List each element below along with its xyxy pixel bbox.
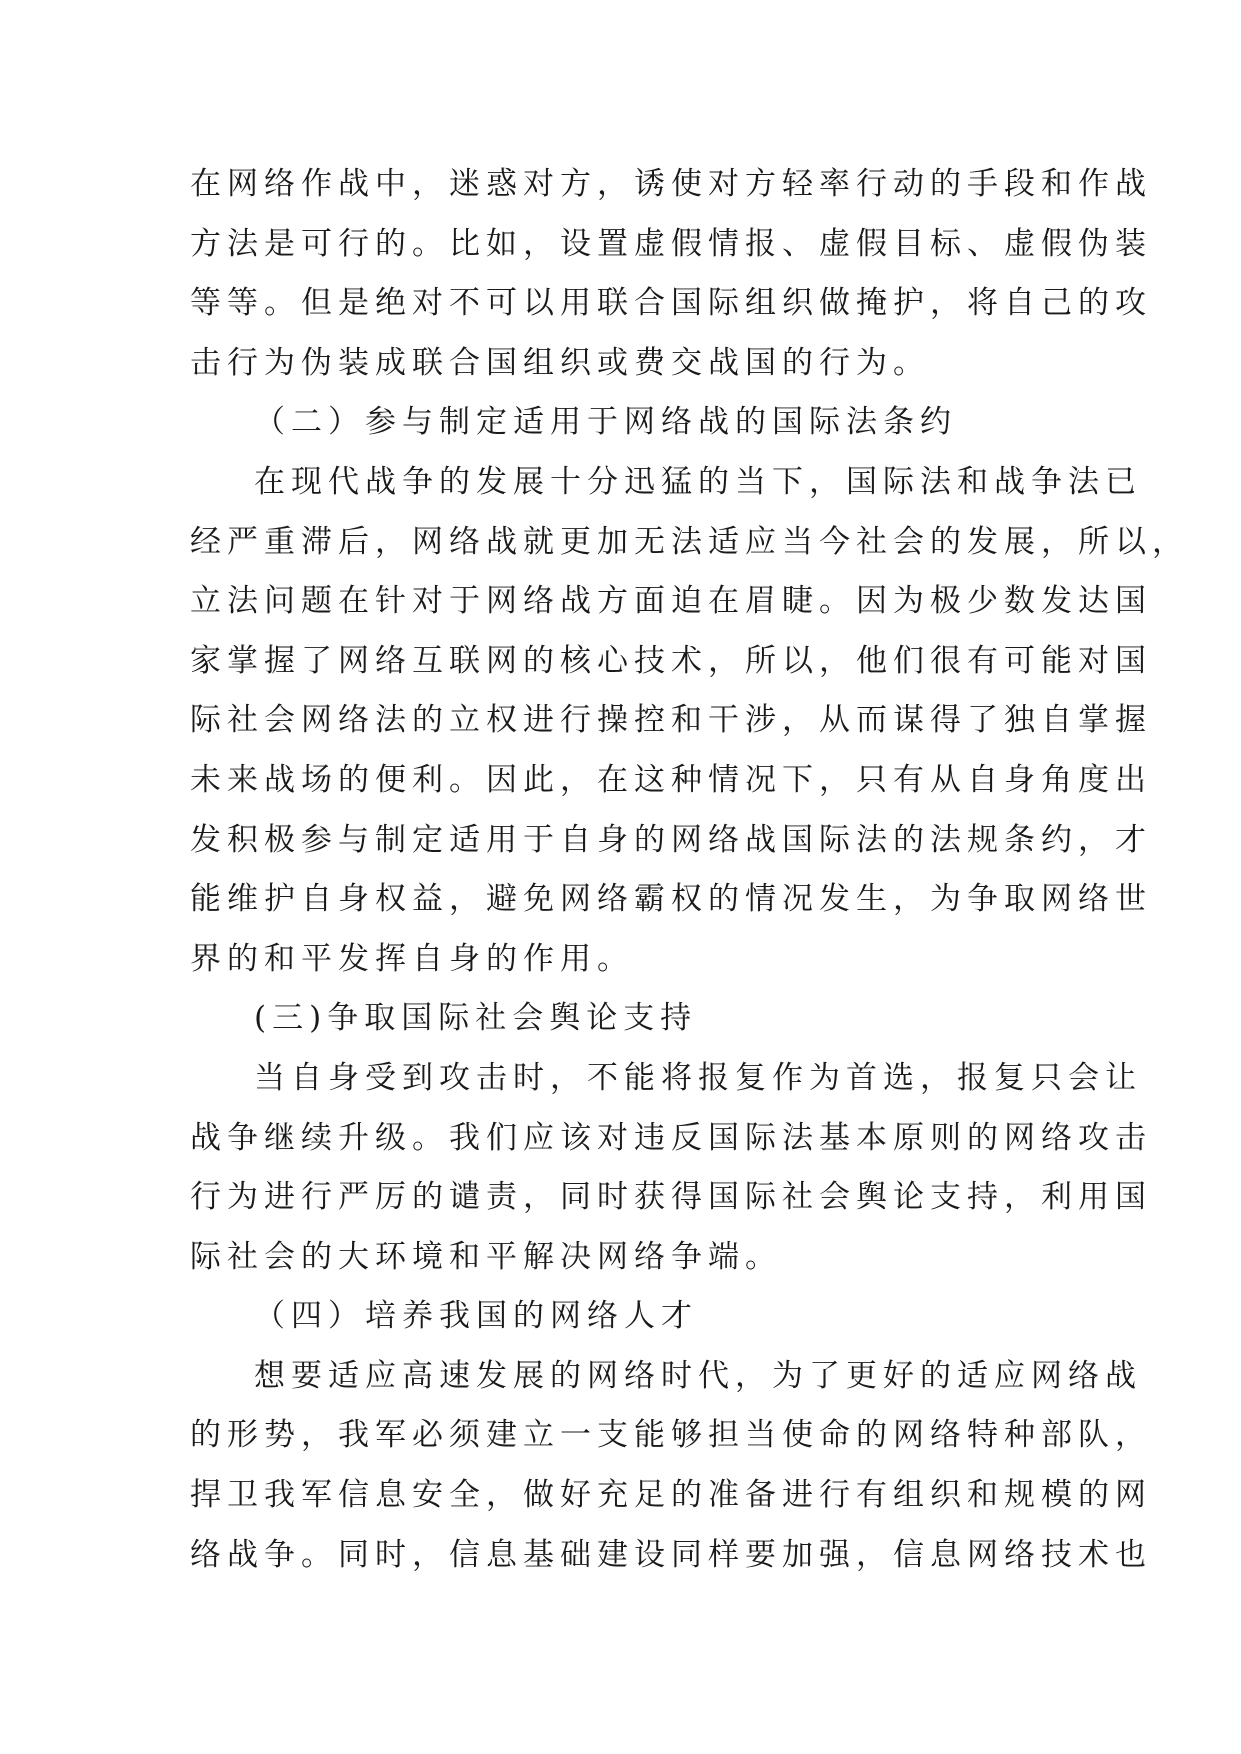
section-heading: （二）参与制定适用于网络战的国际法条约: [254, 404, 957, 441]
text-line: 等等。但是绝对不可以用联合国际组织做掩护，将自己的攻: [190, 285, 1152, 322]
text-line: 方法是可行的。比如，设置虚假情报、虚假目标、虚假伪装: [190, 225, 1152, 262]
text-line: 想要适应高速发展的网络时代，为了更好的适应网络战: [254, 1357, 1142, 1394]
text-line: 立法问题在针对于网络战方面迫在眉睫。因为极少数发达国: [190, 583, 1152, 620]
text-line: 行为进行严厉的谴责，同时获得国际社会舆论支持，利用国: [190, 1179, 1152, 1216]
text-line: 击行为伪装成联合国组织或费交战国的行为。: [190, 344, 930, 381]
text-line: 界的和平发挥自身的作用。: [190, 940, 634, 977]
text-line: 在现代战争的发展十分迅猛的当下，国际法和战争法已: [254, 463, 1142, 500]
text-line: 未来战场的便利。因此，在这种情况下，只有从自身角度出: [190, 761, 1152, 798]
text-line: 的形势，我军必须建立一支能够担当使命的网络特种部队，: [190, 1417, 1152, 1454]
document-body: [190, 155, 1189, 1585]
text-line: 当自身受到攻击时，不能将报复作为首选，报复只会让: [254, 1059, 1142, 1096]
text-line: 际社会的大环境和平解决网络争端。: [190, 1238, 782, 1275]
text-line: 捍卫我军信息安全，做好充足的准备进行有组织和规模的网: [190, 1477, 1152, 1514]
text-line: 能维护自身权益，避免网络霸权的情况发生，为争取网络世: [190, 881, 1152, 918]
text-line: 经严重滞后，网络战就更加无法适应当今社会的发展，所以，: [190, 523, 1189, 560]
text-line: 家掌握了网络互联网的核心技术，所以，他们很有可能对国: [190, 642, 1152, 679]
text-line: 战争继续升级。我们应该对违反国际法基本原则的网络攻击: [190, 1119, 1152, 1156]
text-line: 在网络作战中，迷惑对方，诱使对方轻率行动的手段和作战: [190, 166, 1152, 202]
text-line: 络战争。同时，信息基础建设同样要加强，信息网络技术也: [190, 1536, 1152, 1573]
section-heading: （四）培养我国的网络人才: [254, 1298, 698, 1335]
section-heading: (三)争取国际社会舆论支持: [254, 1000, 698, 1037]
text-line: 发积极参与制定适用于自身的网络战国际法的法规条约，才: [190, 821, 1152, 858]
text-line: 际社会网络法的立权进行操控和干涉，从而谋得了独自掌握: [190, 702, 1152, 739]
